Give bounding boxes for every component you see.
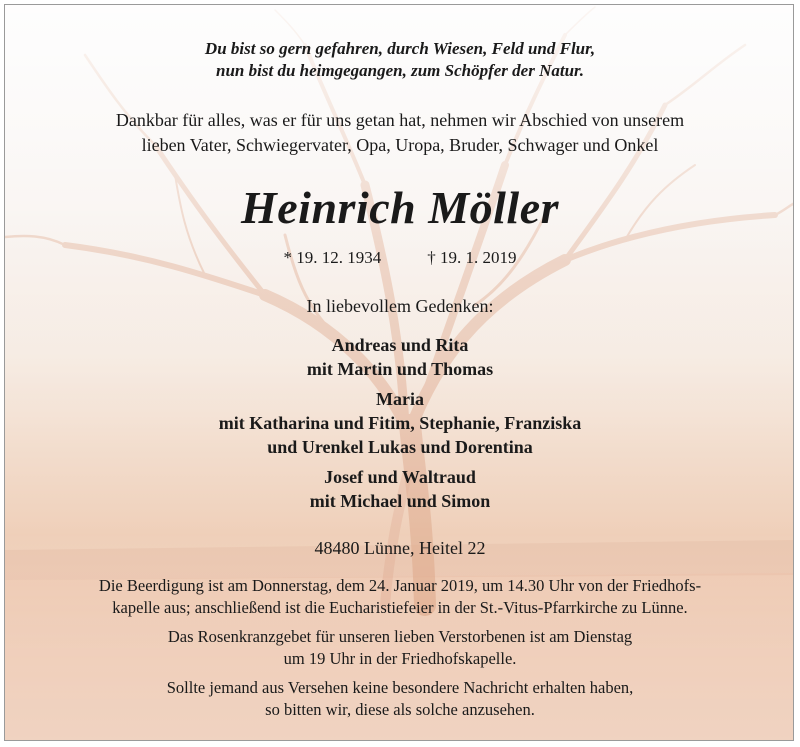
- deceased-name: Heinrich Möller: [240, 182, 560, 233]
- life-dates: [5, 248, 794, 268]
- birth-date: * 19. 12. 1934: [283, 248, 382, 267]
- family-line: und Urenkel Lukas und Dorentina: [267, 437, 533, 457]
- family-line: mit Katharina und Fitim, Stephanie, Franziska: [218, 413, 582, 433]
- family-line: Andreas und Rita: [331, 335, 469, 355]
- family-line: mit Martin und Thomas: [306, 359, 494, 379]
- family-line: Maria: [376, 389, 424, 409]
- rosary-notice-line: Das Rosenkranzgebet für unseren lieben Verstorbenen ist am Dienstag: [167, 627, 633, 646]
- closing-notice-line: Sollte jemand aus Versehen keine besondere Nachricht erhalten haben,: [166, 678, 634, 697]
- death-date: † 19. 1. 2019: [427, 248, 517, 267]
- address: 48480 Lünne, Heitel 22: [314, 538, 486, 558]
- intro-line-2: lieben Vater, Schwiegervater, Opa, Uropa, Bruder, Schwager und Onkel: [141, 135, 659, 155]
- funeral-notice-line: kapelle aus; anschließend ist die Eucharistiefeier in der St.-Vitus-Pfarrkirche zu Lünne.: [112, 598, 688, 617]
- memorial-heading: In liebevollem Gedenken:: [306, 296, 494, 316]
- poem-line-2: nun bist du heimgegangen, zum Schöpfer der Natur.: [216, 61, 584, 80]
- family-line: mit Michael und Simon: [309, 491, 491, 511]
- funeral-notice-line: Die Beerdigung ist am Donnerstag, dem 24. Januar 2019, um 14.30 Uhr von der Friedhofs-: [98, 576, 702, 595]
- closing-notice-line: so bitten wir, diese als solche anzusehen.: [265, 700, 535, 719]
- obituary-card: [4, 4, 794, 741]
- rosary-notice-line: um 19 Uhr in der Friedhofskapelle.: [283, 649, 517, 668]
- poem-line-1: Du bist so gern gefahren, durch Wiesen, Feld und Flur,: [204, 39, 596, 58]
- intro-line-1: Dankbar für alles, was er für uns getan hat, nehmen wir Abschied von unserem: [115, 110, 685, 130]
- family-line: Josef und Waltraud: [324, 467, 476, 487]
